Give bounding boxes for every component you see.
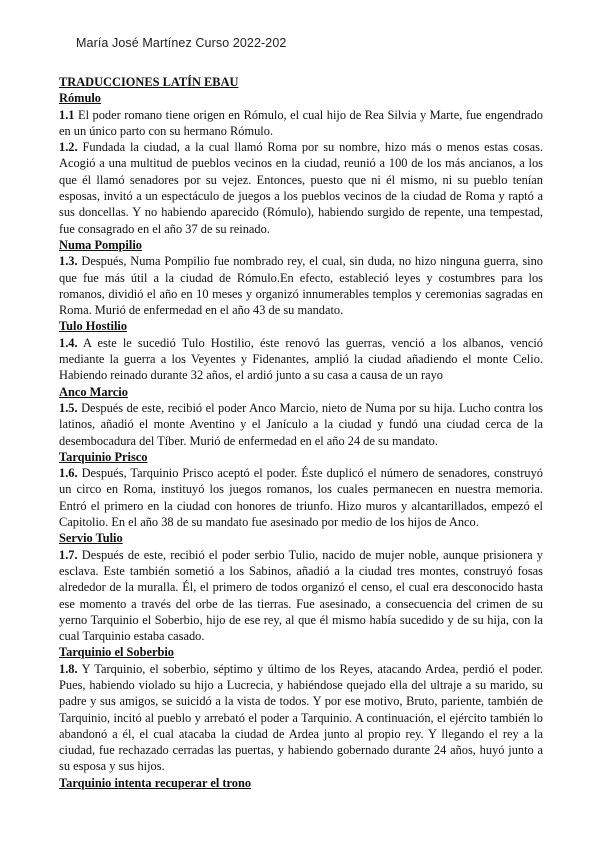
section-heading-tarquinio-el-soberbio: Tarquinio el Soberbio (59, 645, 174, 660)
paragraph-number: 1.4. (59, 335, 78, 350)
section-heading-numa-pompilio: Numa Pompilio (59, 237, 142, 252)
paragraph-text: Después de este, recibió el poder Anco Marcio, nieto de Numa por su hija. Lucho contra los latinos, añadió el monte Aventino y el Janículo a la ciudad y fundó una ciudad cerca de la desembocadura del Tíber. Murió de enfermedad en el año 24 de su mandato. (59, 400, 543, 448)
paragraph-1-8 (59, 661, 543, 775)
paragraph-number: 1.6. (59, 466, 78, 481)
paragraph-number: 1.1 (59, 107, 75, 122)
paragraph-1-7 (59, 547, 543, 645)
paragraph-text: El poder romano tiene origen en Rómulo, el cual hijo de Rea Silvia y Marte, fue engendrado en un único parto con su hermano Rómulo. (59, 107, 543, 138)
paragraph-1-1 (59, 107, 543, 140)
paragraph-text: Después, Tarquinio Prisco aceptó el poder. Éste duplicó el número de senadores, construyó un circo en Roma, instituyó los juegos romanos, los cuales permanecen en nuestra memoria. Entró el primero en la ciudad con honores de triunfo. Hizo muros y alcantarillados, empezó el Capitolio. En el año 38 de su mandato fue asesinado por medio de los hijos de Anco. (59, 466, 543, 530)
section-heading-tulo-hostilio: Tulo Hostilio (59, 319, 128, 334)
document-body (59, 74, 543, 791)
section-heading-anco-marcio: Anco Marcio (59, 384, 128, 399)
section-heading-tarquinio-prisco: Tarquinio Prisco (59, 449, 148, 464)
section-heading-romulo: Rómulo (59, 91, 101, 106)
paragraph-number: 1.8. (59, 661, 78, 676)
page-header: María José Martínez Curso 2022-202 (76, 36, 287, 50)
paragraph-1-2 (59, 139, 543, 237)
section-heading-tarquinio-intenta-recuperar: Tarquinio intenta recuperar el trono (59, 775, 252, 790)
paragraph-number: 1.2. (59, 140, 78, 155)
paragraph-1-6 (59, 465, 543, 530)
paragraph-number: 1.5. (59, 400, 78, 415)
paragraph-text: Y Tarquinio, el soberbio, séptimo y último de los Reyes, atacando Ardea, perdió el poder. Pues, habiendo violado su hijo a Lucrecia, y habiéndose quejado ella del ultraje a su marido, su padre y sus amigos, se suicidó a la vista de todos. Y por ese motivo, Bruto, pariente, también de Tarquinio, incitó al pueblo y arrebató el poder a Tarquinio. A continuación, el ejército también lo abandonó a él, el cual atacaba la ciudad de Ardea junto al propio rey. Y llegando el rey a la ciudad, fue rechazado cerradas las puertas, y habiendo gobernado durante 24 años, huyó junto a su esposa y sus hijos. (59, 661, 543, 774)
paragraph-text: A este le sucedió Tulo Hostilio, éste renovó las guerras, venció a los albanos, venció mediante la guerra a los Veyentes y Fidenantes, amplió la ciudad añadiendo el monte Celio. Habiendo reinado durante 32 años, el ardió junto a su casa a causa de un rayo (59, 335, 543, 383)
paragraph-text: Después, Numa Pompilio fue nombrado rey, el cual, sin duda, no hizo ninguna guerra, sino que fue más útil a la ciudad de Rómulo.En efecto, estableció leyes y costumbres para los romanos, dividió el año en 10 meses y organizó innumerables templos y ceremonias sagradas en Roma. Murió de enfermedad en el año 43 de su mandato. (59, 254, 543, 318)
paragraph-1-5 (59, 400, 543, 449)
section-heading-servio-tulio: Servio Tulio (59, 531, 123, 546)
paragraph-text: Fundada la ciudad, a la cual llamó Roma por su nombre, hizo más o menos estas cosas. Acogió a una multitud de pueblos vecinos en la ciudad, reunió a 100 de los más ancianos, a los que él llamó senadores por su vejez. Entonces, puesto que ni él mismo, ni su pueblo tenían esposas, invitó a un espectáculo de juegos a los pueblos vecinos de la ciudad de Roma y raptó a sus doncellas. Y no habiendo aparecido (Rómulo), habiendo surgido de repente, una tempestad, fue consagrado en el año 37 de su reinado. (59, 140, 543, 236)
paragraph-1-4 (59, 335, 543, 384)
paragraph-text: Después de este, recibió el poder serbio Tulio, nacido de mujer noble, aunque prisionera y esclava. Este también sometió a los Sabinos, añadió a la ciudad tres montes, construyó fosas alrededor de la muralla. Él, el primero de todos organizó el censo, el cual era desconocido hasta ese momento a través del orbe de las tierras. Fue asesinado, a consecuencia del crimen de su yerno Tarquinio el Soberbio, hijo de ese rey, al que él mismo había sucedido y de su hija, con la cual Tarquinio estaba casado. (59, 547, 543, 644)
document-title: TRADUCCIONES LATÍN EBAU (59, 75, 239, 89)
paragraph-number: 1.3. (59, 254, 78, 269)
paragraph-1-3 (59, 253, 543, 318)
paragraph-number: 1.7. (59, 547, 78, 562)
